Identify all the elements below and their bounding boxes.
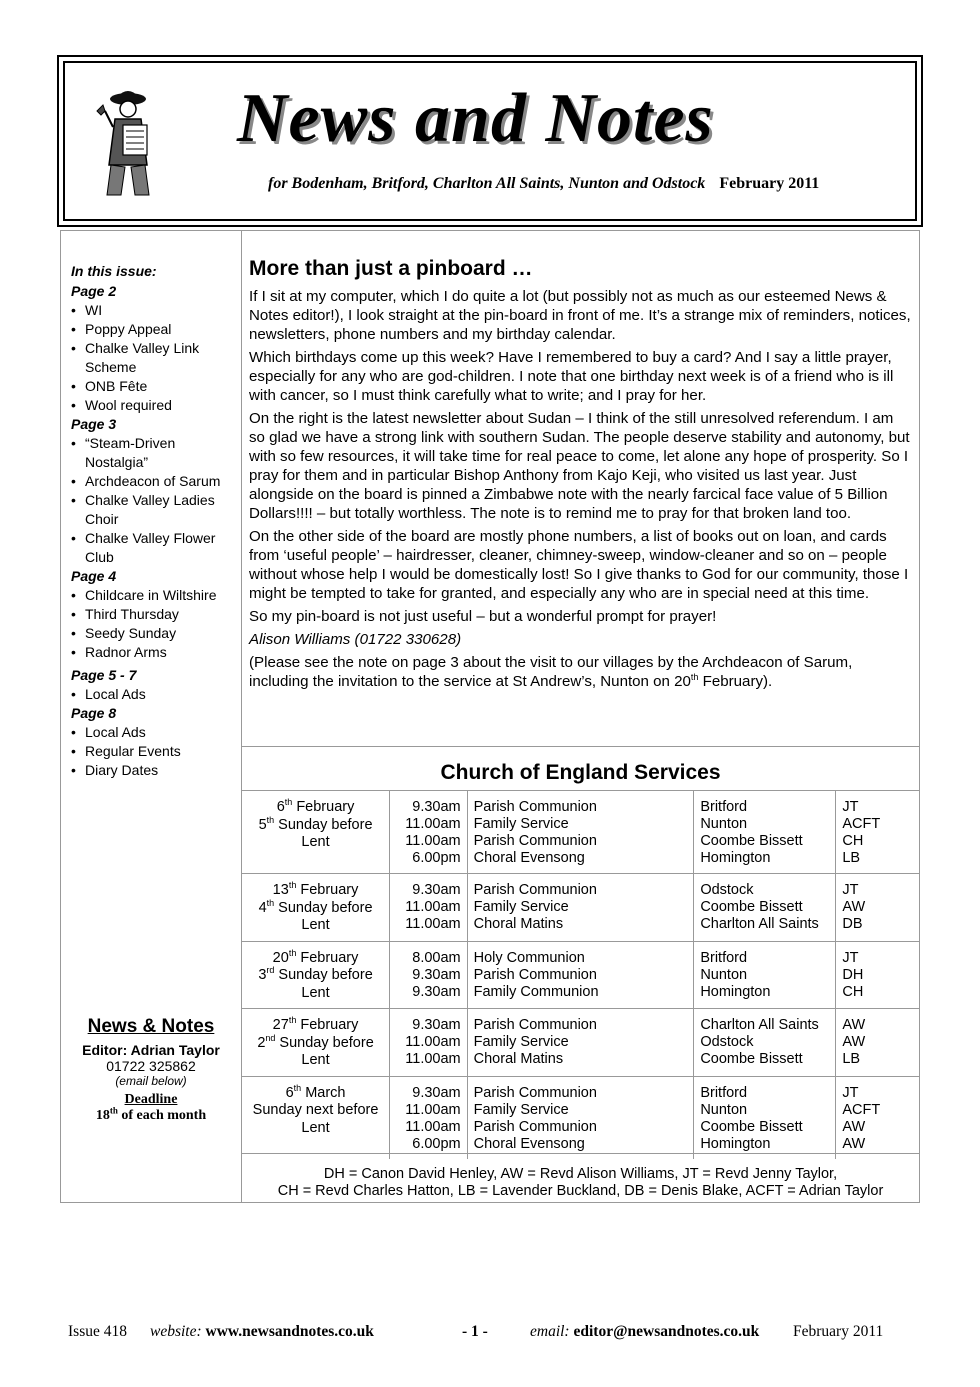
editor-name: Editor: Adrian Taylor [82,1042,220,1058]
main-column [242,231,919,1202]
service-date [242,941,390,1009]
service-time: 9.30am [412,882,461,898]
service-season: Lent [301,984,330,1001]
service-time: 11.00am [405,833,461,849]
toc-item: • Local Ads [71,723,236,742]
service-name: Family Service [473,1101,569,1118]
legend-line: CH = Revd Charles Hatton, LB = Lavender Buckland, DB = Denis Blake, ACFT = Adrian Taylor [277,1183,884,1199]
service-month: February [296,882,359,898]
service-name: Choral Matins [473,916,564,932]
toc-item: • Archdeacon of Sarum [71,472,236,491]
service-place: Britford [700,799,748,815]
article [249,256,913,695]
service-officiant: DB [842,916,863,932]
service-week-text: Sunday before [275,1034,374,1051]
service-officiant: JT [842,949,859,966]
service-name: Parish Communion [473,833,597,849]
deadline-day: 18 [95,1108,110,1123]
toc-item: • “Steam-Driven Nostalgia” [71,434,236,472]
service-name: Family Service [473,1034,569,1050]
service-time-cell [390,1076,468,1159]
service-row [242,874,919,942]
toc-page-label: Page 4 [71,568,117,584]
service-month: February [292,799,355,815]
services-table [242,790,919,1159]
service-week-suffix: th [266,897,275,908]
service-time: 9.30am [412,983,461,1000]
service-name-cell [467,1076,694,1159]
service-officiant-cell [836,791,919,874]
service-officiant: LB [842,1051,861,1067]
service-officiant: AW [842,1135,866,1152]
footer-website-link[interactable]: www.newsandnotes.co.uk [205,1323,374,1340]
service-time: 11.00am [405,816,461,832]
toc-item: • Chalke Valley Link Scheme [71,339,236,377]
service-day: 13 [272,882,289,898]
service-name: Parish Communion [473,1084,597,1101]
service-day: 6 [285,1084,294,1101]
service-place: Britford [700,1084,748,1101]
service-place: Coombe Bissett [700,1118,803,1135]
service-time: 8.00am [412,949,461,966]
editor-box [61,1016,241,1124]
subtitle-parishes: for Bodenham, Britford, Charlton All Saints, Nunton and Odstock [268,175,706,192]
service-day: 6 [276,799,285,815]
sidebar [61,231,242,1202]
service-week-text: Sunday before [274,967,373,983]
service-name: Choral Evensong [473,1135,585,1152]
service-week-suffix: th [266,814,275,825]
service-name: Parish Communion [473,882,597,898]
service-place: Nunton [700,816,748,832]
service-date [242,1009,390,1077]
toc-list [71,723,236,780]
legend-line: DH = Canon David Henley, AW = Revd Alison Williams, JT = Revd Jenny Taylor, [323,1166,838,1182]
editor-box-title: News & Notes [87,1016,215,1037]
services-title: Church of England Services [440,761,721,784]
service-place: Nunton [700,1101,748,1118]
service-month: March [301,1084,346,1101]
service-name-cell [467,941,694,1009]
masthead [57,55,923,227]
service-time: 9.30am [412,966,461,983]
service-name: Parish Communion [473,1118,597,1135]
service-name: Choral Evensong [473,850,585,866]
town-crier-illustration [93,85,163,197]
service-place: Nunton [700,966,748,983]
service-place: Homington [700,850,771,866]
deadline-suffix: th [109,1105,118,1116]
toc-list [71,685,236,704]
toc-item: • Poppy Appeal [71,320,236,339]
service-season: Lent [301,834,330,850]
service-week-line [248,897,383,918]
article-title: More than just a pinboard … [249,257,533,280]
service-place-cell [694,941,836,1009]
service-time: 11.00am [405,1101,461,1118]
footer-page-number [462,1323,488,1341]
service-place: Odstock [700,882,754,898]
service-time: 11.00am [405,916,461,932]
service-name: Holy Communion [473,949,585,966]
service-place: Homington [700,1135,771,1152]
service-day: 27 [272,1017,289,1033]
editor-email-note: (email below) [115,1074,187,1088]
service-row [242,1076,919,1159]
service-week-number: 4 [258,899,267,916]
service-month: February [296,1017,359,1033]
service-name: Family Service [473,899,569,915]
service-time: 9.30am [412,1017,461,1033]
service-month: February [296,949,359,966]
service-name: Parish Communion [473,799,597,815]
service-time-cell [390,941,468,1009]
service-day-suffix: th [293,1082,302,1093]
article-paragraph: Which birthdays come up this week? Have I remembered to buy a card? And I say a little prayer, especially for any who are god-children. I note that one birthday next week is of a friend who is ill with cancer, so I must think carefully what to write; and I pray for her. [249,349,894,404]
service-week-line [248,1032,383,1053]
service-name: Family Communion [473,983,599,1000]
service-time: 6.00pm [412,1135,461,1152]
article-note [249,653,913,691]
article-note-sup: th [690,671,699,682]
service-officiant: JT [842,799,859,815]
article-paragraph: On the right is the latest newsletter about Sudan – I think of the still unresolved referendum. I am so glad we have a strong link with southern Sudan. The people deserve stability and autonomy, but with so few resources, it will take time for real peace to come, let alone any hope of prosperity. So I pray for them and in particular Bishop Anthony from Kajo Keji, who visited us last year. Just alongside on the board is pinned a Zimbabwe note with the nearly farcical face value of 5 Billion Dollars!!!! – but totally worthless. The note is to remind me to pray for that broken land too. [249,410,910,522]
footer-email [530,1323,759,1341]
service-officiant: AW [842,1118,866,1135]
service-season: Lent [301,917,330,933]
service-time: 11.00am [405,1034,461,1050]
service-time-cell [390,874,468,942]
service-week-number: 5 [258,816,267,833]
service-row [242,1009,919,1077]
service-name: Family Service [473,816,569,832]
service-time-cell [390,1009,468,1077]
toc-item: • Childcare in Wiltshire [71,586,236,605]
service-place-cell [694,1009,836,1077]
service-officiant: ACFT [842,816,881,832]
footer-email-label: email: [530,1323,570,1340]
service-time: 9.30am [412,799,461,815]
service-place: Odstock [700,1034,754,1050]
service-place-cell [694,1076,836,1159]
service-name-cell [467,791,694,874]
article-note-text: (Please see the note on page 3 about the visit to our villages by the Archdeacon of Sarum, including the invitation to the service at St Andrew’s, Nunton on 20 [249,654,853,690]
service-week-number: 2 [257,1034,266,1051]
footer-page: - 1 - [462,1323,488,1340]
services-legend [242,1153,919,1200]
footer-issue: Issue 418 [68,1323,127,1340]
table-of-contents [71,282,236,780]
service-day-suffix: th [284,797,293,808]
masthead-inner-border [63,61,917,221]
service-row [242,941,919,1009]
service-week-text: Sunday before [274,899,373,916]
content-frame [60,230,920,1203]
footer-date: February 2011 [793,1323,884,1340]
deadline-label: Deadline [124,1092,178,1107]
toc-item: • Chalke Valley Ladies Choir [71,491,236,529]
service-date [242,874,390,942]
service-week-line [248,1102,383,1120]
toc-item: • Diary Dates [71,761,236,780]
service-week-number: 3 [258,967,267,983]
article-paragraph: On the other side of the board are mostly phone numbers, a list of books out on loan, and cards from ‘useful people’ – hairdresser, cleaner, chimney-sweep, window-cleaner and so on – people without whose help I would be domestically lost! So I give thanks to God for our community, those I might be tempted to take for granted, and especially any who are in special need at this time. [249,528,909,602]
service-day-suffix: th [288,947,297,958]
service-time: 6.00pm [412,850,461,866]
service-time: 11.00am [405,1051,461,1067]
service-place: Homington [700,983,771,1000]
service-season: Lent [301,1052,330,1068]
service-officiant: ACFT [842,1101,881,1118]
service-time: 9.30am [412,1084,461,1101]
toc-page-label: Page 3 [71,416,117,432]
newsletter-subtitle [268,175,819,193]
service-officiant: JT [842,882,859,898]
service-name-cell [467,1009,694,1077]
toc-item: • Regular Events [71,742,236,761]
service-row [242,791,919,874]
toc-item: • Radnor Arms [71,643,236,662]
service-officiant: JT [842,1084,859,1101]
toc-page-label: Page 2 [71,283,117,299]
service-place: Charlton All Saints [700,916,819,932]
toc-list [71,586,236,662]
footer-website [150,1323,374,1341]
service-place-cell [694,791,836,874]
toc-item: • Seedy Sunday [71,624,236,643]
service-time: 11.00am [405,899,461,915]
toc-page-label: Page 5 - 7 [71,667,137,683]
article-signature: Alison Williams (01722 330628) [249,631,462,648]
service-name: Parish Communion [473,1017,597,1033]
service-date [242,791,390,874]
toc-list [71,434,236,567]
toc-item: • Wool required [71,396,236,415]
service-week-line [248,967,383,985]
toc-heading: In this issue: [71,263,157,279]
service-name-cell [467,874,694,942]
toc-page-label: Page 8 [71,705,117,721]
section-divider [242,746,919,747]
service-place-cell [694,874,836,942]
toc-list [71,301,236,415]
service-place: Coombe Bissett [700,899,803,915]
toc-item: • WI [71,301,236,320]
deadline-rest: of each month [117,1108,207,1123]
service-name: Choral Matins [473,1051,564,1067]
article-paragraph: So my pin-board is not just useful – but a wonderful prompt for prayer! [249,608,717,625]
service-officiant-cell [836,941,919,1009]
issue-date: February 2011 [719,175,820,192]
article-note-end: February). [698,673,773,690]
service-place: Charlton All Saints [700,1017,819,1033]
service-date-line [248,1082,383,1103]
service-officiant: AW [842,899,866,915]
service-week-suffix: nd [265,1032,276,1043]
toc-item: • Third Thursday [71,605,236,624]
service-officiant: AW [842,1034,866,1050]
service-place: Coombe Bissett [700,1051,803,1067]
service-officiant-cell [836,1009,919,1077]
service-time-cell [390,791,468,874]
toc-item: • Local Ads [71,685,236,704]
footer-website-label: website: [150,1323,202,1340]
service-name: Parish Communion [473,966,597,983]
service-officiant-cell [836,874,919,942]
service-day: 20 [272,949,289,966]
deadline-value [61,1105,241,1124]
service-date [242,1076,390,1159]
service-week-line [248,814,383,835]
editor-phone: 01722 325862 [106,1058,196,1074]
newsletter-title: News and Notes [237,80,714,157]
service-officiant: DH [842,966,864,983]
service-officiant: CH [842,983,864,1000]
service-time: 11.00am [405,1118,461,1135]
service-week-text: Sunday before [274,816,373,833]
service-officiant: LB [842,850,861,866]
service-season: Lent [301,1119,330,1136]
service-place: Coombe Bissett [700,833,803,849]
toc-item: • Chalke Valley Flower Club [71,529,236,567]
service-officiant-cell [836,1076,919,1159]
article-paragraph: If I sit at my computer, which I do quite a lot (but possibly not as much as our esteemed News & Notes editor!), I look straight at the pin-board in front of me. It’s a strange mix of reminders, notices, newsletters, phone numbers and my birthday calendar. [249,288,911,343]
service-week-suffix: rd [266,965,275,976]
service-day-suffix: th [288,1015,297,1026]
service-officiant: AW [842,1017,866,1033]
service-day-suffix: th [288,880,297,891]
service-week-text: Sunday next before [252,1102,379,1118]
toc-item: • ONB Fête [71,377,236,396]
service-officiant: CH [842,833,864,849]
service-place: Britford [700,949,748,966]
footer-email-link[interactable]: editor@newsandnotes.co.uk [573,1323,760,1340]
